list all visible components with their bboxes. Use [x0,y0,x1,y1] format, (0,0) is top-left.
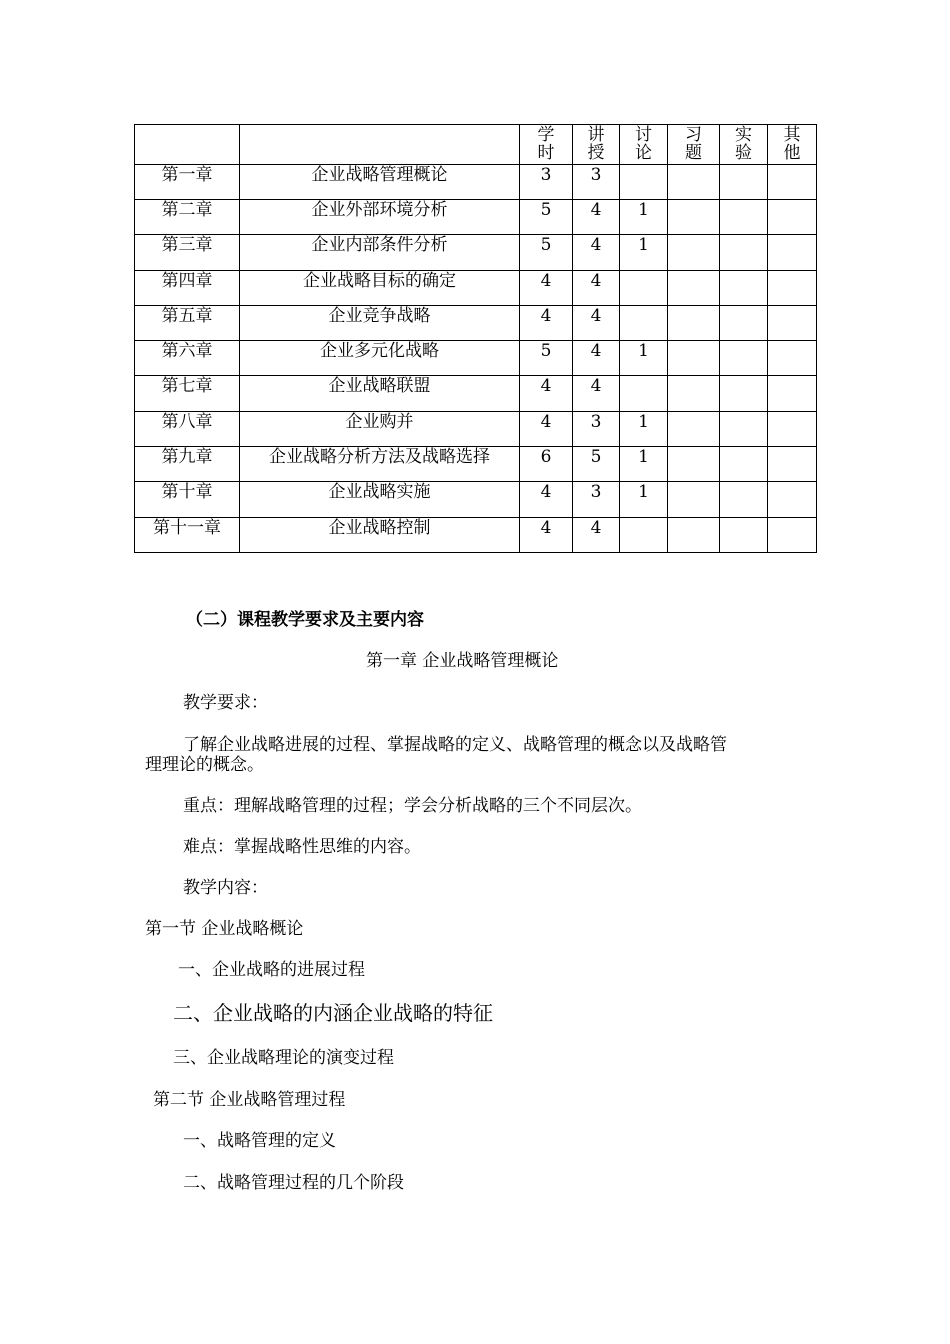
exercise-cell [668,306,720,341]
experiment-cell [720,235,768,271]
key-points: 重点：理解战略管理的过程；学会分析战略的三个不同层次。 [183,796,642,816]
table-row [135,482,817,518]
chapter-cell: 第三章 [135,235,240,271]
exercise-cell [668,235,720,271]
exercise-cell [668,412,720,447]
header-discussion: 讨论 [620,125,668,165]
lecture-cell: 4 [573,306,620,341]
discussion-cell: 1 [620,412,668,447]
discussion-cell: 1 [620,235,668,271]
chapter-title: 第一章 企业战略管理概论 [366,651,559,671]
chapter-cell: 第二章 [135,200,240,235]
header-experiment: 实验 [720,125,768,165]
section1-item: 一、企业战略的进展过程 [178,960,365,980]
table-header-row [135,125,817,165]
course-hours-table [134,124,817,553]
other-cell [768,447,817,482]
header-cell [240,125,520,165]
section1-item: 三、企业战略理论的演变过程 [173,1048,394,1068]
exercise-cell [668,165,720,200]
chapter-cell: 第十一章 [135,518,240,553]
title-cell: 企业内部条件分析 [240,235,520,271]
title-cell: 企业战略联盟 [240,376,520,412]
experiment-cell [720,165,768,200]
lecture-cell: 4 [573,518,620,553]
table-row [135,306,817,341]
exercise-cell [668,200,720,235]
table-row [135,271,817,306]
chapter-cell: 第八章 [135,412,240,447]
section1-title: 第一节 企业战略概论 [145,919,304,939]
experiment-cell [720,341,768,376]
exercise-cell [668,376,720,412]
hours-cell: 6 [520,447,573,482]
lecture-cell: 3 [573,165,620,200]
chapter-cell: 第六章 [135,341,240,376]
hours-cell: 4 [520,518,573,553]
other-cell [768,165,817,200]
other-cell [768,306,817,341]
lecture-cell: 4 [573,376,620,412]
table-row [135,235,817,271]
exercise-cell [668,271,720,306]
lecture-cell: 3 [573,482,620,518]
exercise-cell [668,341,720,376]
experiment-cell [720,376,768,412]
title-cell: 企业战略分析方法及战略选择 [240,447,520,482]
title-cell: 企业外部环境分析 [240,200,520,235]
requirements-text: 了解企业战略进展的过程、掌握战略的定义、战略管理的概念以及战略管 [183,735,727,755]
hours-cell: 5 [520,235,573,271]
table-row [135,200,817,235]
table-row [135,165,817,200]
hours-cell: 4 [520,412,573,447]
title-cell: 企业竞争战略 [240,306,520,341]
title-cell: 企业战略实施 [240,482,520,518]
hours-cell: 5 [520,200,573,235]
lecture-cell: 4 [573,235,620,271]
content-label: 教学内容： [183,878,268,898]
discussion-cell: 1 [620,200,668,235]
requirements-label: 教学要求： [183,693,268,713]
hours-cell: 3 [520,165,573,200]
hours-cell: 5 [520,341,573,376]
experiment-cell [720,200,768,235]
lecture-cell: 4 [573,271,620,306]
title-cell: 企业战略目标的确定 [240,271,520,306]
other-cell [768,341,817,376]
experiment-cell [720,412,768,447]
hours-cell: 4 [520,482,573,518]
section2-item: 一、战略管理的定义 [183,1131,336,1151]
exercise-cell [668,447,720,482]
table-row [135,376,817,412]
other-cell [768,200,817,235]
discussion-cell [620,271,668,306]
table-row [135,518,817,553]
chapter-cell: 第五章 [135,306,240,341]
hours-cell: 4 [520,306,573,341]
hours-cell: 4 [520,271,573,306]
table-row [135,412,817,447]
discussion-cell [620,376,668,412]
header-hours: 学时 [520,125,573,165]
title-cell: 企业战略管理概论 [240,165,520,200]
title-cell: 企业购并 [240,412,520,447]
experiment-cell [720,482,768,518]
lecture-cell: 3 [573,412,620,447]
discussion-cell [620,306,668,341]
lecture-cell: 4 [573,200,620,235]
header-cell [135,125,240,165]
other-cell [768,376,817,412]
header-other: 其他 [768,125,817,165]
discussion-cell: 1 [620,447,668,482]
section2-title: 第二节 企业战略管理过程 [153,1090,346,1110]
chapter-cell: 第十章 [135,482,240,518]
chapter-cell: 第九章 [135,447,240,482]
section-heading: （二）课程教学要求及主要内容 [186,610,424,630]
title-cell: 企业战略控制 [240,518,520,553]
hours-cell: 4 [520,376,573,412]
lecture-cell: 4 [573,341,620,376]
other-cell [768,235,817,271]
exercise-cell [668,482,720,518]
other-cell [768,412,817,447]
experiment-cell [720,271,768,306]
lecture-cell: 5 [573,447,620,482]
table-row [135,341,817,376]
section2-item: 二、战略管理过程的几个阶段 [183,1173,404,1193]
exercise-cell [668,518,720,553]
experiment-cell [720,306,768,341]
difficulties: 难点：掌握战略性思维的内容。 [183,837,421,857]
section1-item: 二、企业战略的内涵企业战略的特征 [173,1001,493,1025]
header-exercise: 习题 [668,125,720,165]
discussion-cell: 1 [620,341,668,376]
requirements-text-cont: 理理论的概念。 [145,755,264,775]
table-row [135,447,817,482]
chapter-cell: 第四章 [135,271,240,306]
chapter-cell: 第一章 [135,165,240,200]
other-cell [768,482,817,518]
experiment-cell [720,447,768,482]
experiment-cell [720,518,768,553]
discussion-cell: 1 [620,482,668,518]
header-lecture: 讲授 [573,125,620,165]
chapter-cell: 第七章 [135,376,240,412]
discussion-cell [620,518,668,553]
title-cell: 企业多元化战略 [240,341,520,376]
other-cell [768,518,817,553]
discussion-cell [620,165,668,200]
other-cell [768,271,817,306]
